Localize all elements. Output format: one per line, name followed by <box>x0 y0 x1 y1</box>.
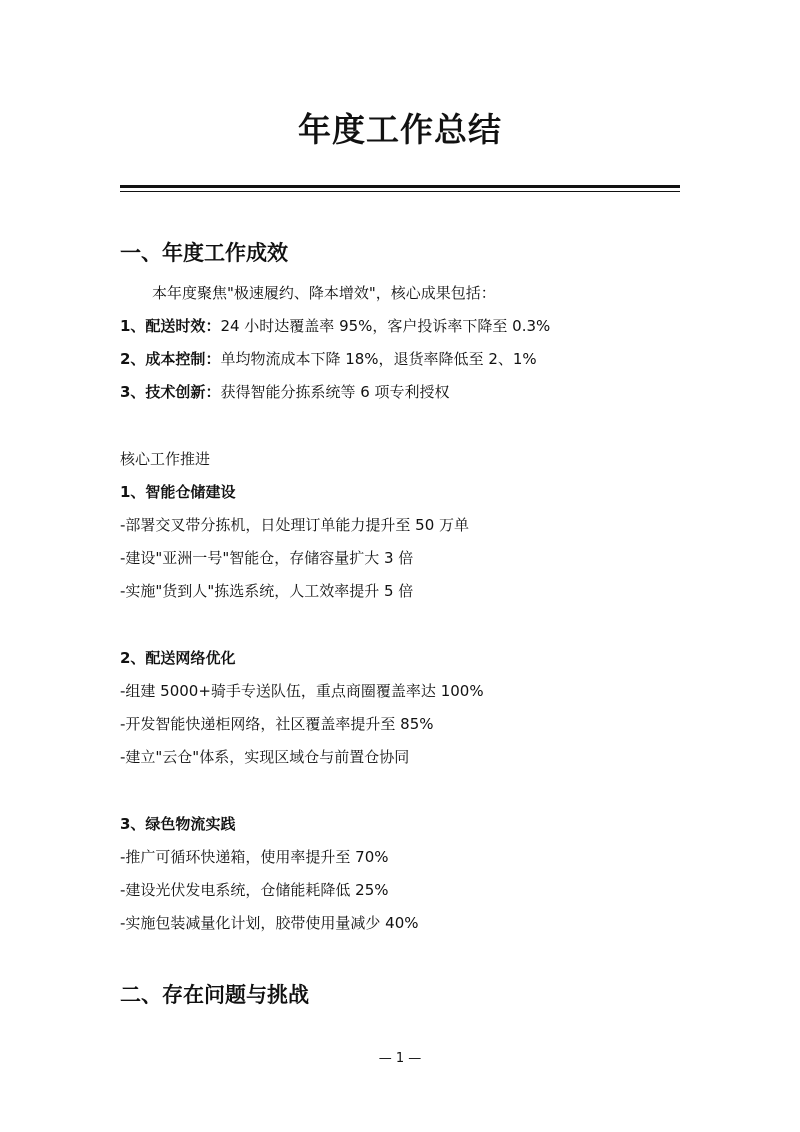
result-label: 1、配送时效： <box>120 317 221 335</box>
result-item <box>120 315 550 337</box>
section-heading-challenges: 二、存在问题与挑战 <box>120 983 309 1007</box>
result-label: 2、成本控制： <box>120 350 221 368</box>
result-text: 24 小时达覆盖率 95%，客户投诉率下降至 0.3% <box>220 317 551 335</box>
section-heading-achievements: 一、年度工作成效 <box>120 241 288 265</box>
result-item <box>120 348 537 370</box>
group-title-warehouse: 1、智能仓储建设 <box>120 483 236 501</box>
list-item: -建设光伏发电系统，仓储能耗降低 25% <box>120 881 389 899</box>
list-item: -推广可循环快递箱，使用率提升至 70% <box>120 848 389 866</box>
section-intro: 本年度聚焦"极速履约、降本增效"，核心成果包括： <box>152 284 496 302</box>
group-title-delivery: 2、配送网络优化 <box>120 649 236 667</box>
document-title: 年度工作总结 <box>298 110 502 149</box>
list-item: -实施"货到人"拣选系统，人工效率提升 5 倍 <box>120 582 414 600</box>
page-number: — 1 — <box>378 1051 422 1066</box>
title-divider-thick <box>120 185 680 188</box>
result-label: 3、技术创新： <box>120 383 221 401</box>
result-text: 获得智能分拣系统等 6 项专利授权 <box>220 383 450 401</box>
result-item <box>120 381 450 403</box>
core-work-heading: 核心工作推进 <box>120 450 211 468</box>
list-item: -部署交叉带分拣机，日处理订单能力提升至 50 万单 <box>120 516 470 534</box>
list-item: -建设"亚洲一号"智能仓，存储容量扩大 3 倍 <box>120 549 414 567</box>
list-item: -组建 5000+骑手专送队伍，重点商圈覆盖率达 100% <box>120 682 484 700</box>
group-title-green: 3、绿色物流实践 <box>120 815 236 833</box>
result-text: 单均物流成本下降 18%，退货率降低至 2、1% <box>220 350 537 368</box>
list-item: -实施包装减量化计划，胶带使用量减少 40% <box>120 914 419 932</box>
title-divider-thin <box>120 191 680 192</box>
list-item: -建立"云仓"体系，实现区域仓与前置仓协同 <box>120 748 410 766</box>
list-item: -开发智能快递柜网络，社区覆盖率提升至 85% <box>120 715 434 733</box>
